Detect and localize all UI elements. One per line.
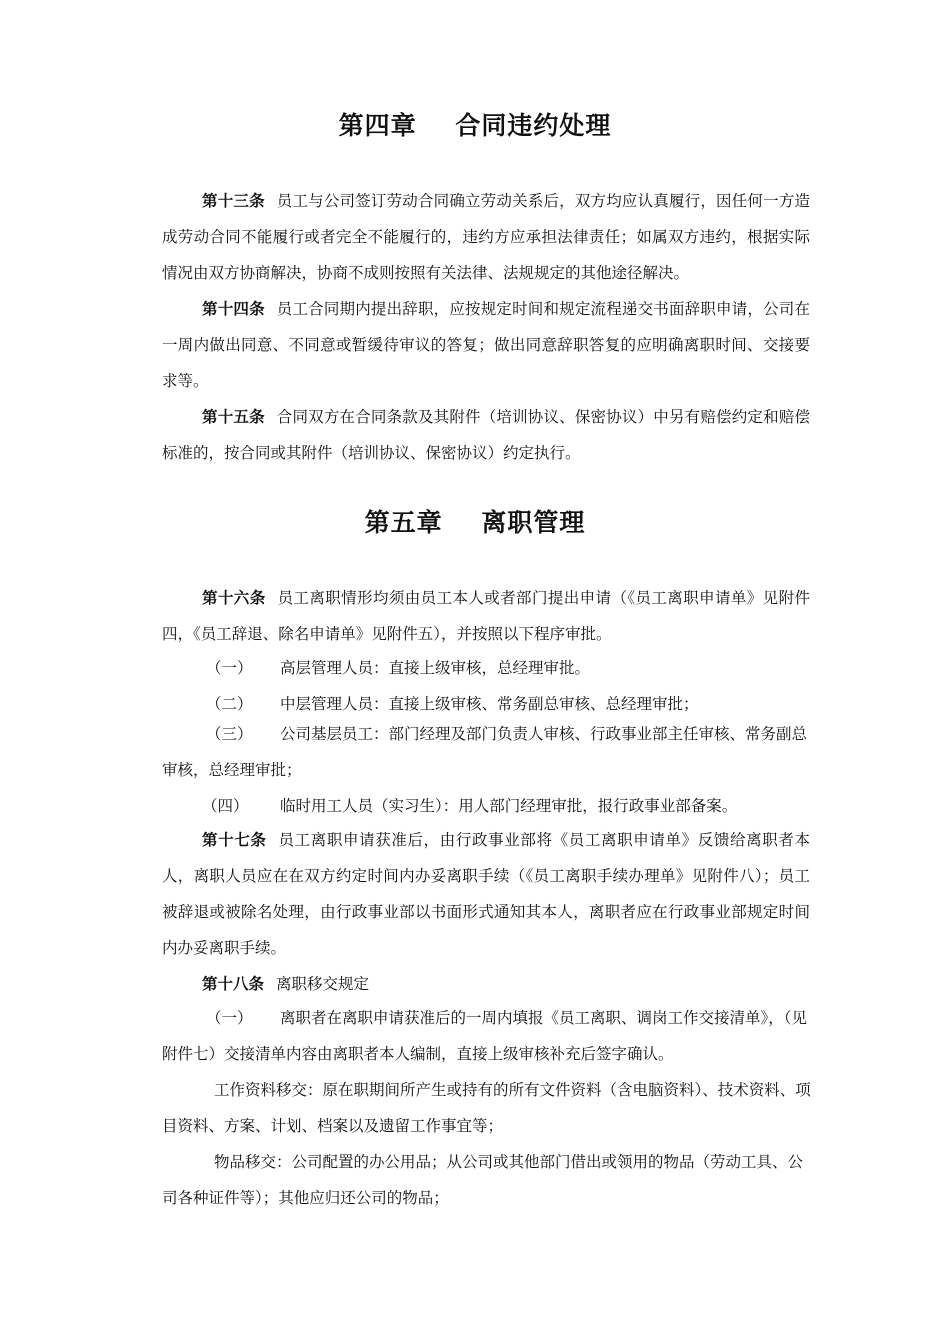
article-16-label: 第十六条: [202, 589, 266, 607]
item-number: （三）: [206, 725, 253, 743]
item-text: 高层管理人员：直接上级审核，总经理审批。: [280, 659, 591, 677]
article-15: [162, 399, 810, 471]
article-17-label: 第十七条: [202, 831, 267, 849]
article-13-label: 第十三条: [202, 192, 265, 210]
chapter-5-title: 第五章 离职管理: [364, 508, 586, 537]
article-18-item-1: [162, 1000, 810, 1072]
chapter-4-title: 第四章 合同违约处理: [338, 111, 612, 140]
article-15-text: 合同双方在合同条款及其附件（培训协议、保密协议）中另有赔偿约定和赔偿标准的，按合同或其附件（培训协议、保密协议）约定执行。: [162, 408, 810, 462]
article-16-item-4: [162, 788, 810, 824]
article-18: [162, 966, 810, 1002]
item-number: （四）: [202, 797, 249, 815]
item-number: （一）: [206, 1009, 253, 1027]
item-text: 离职者在离职申请获准后的一周内填报《员工离职、调岗工作交接清单》，（见附件七）交接清单内容由离职者本人编制，直接上级审核补充后签字确认。: [162, 1009, 808, 1063]
article-16-item-3: [162, 716, 810, 788]
article-16-text: 员工离职情形均须由员工本人或者部门提出申请（《员工离职申请单》见附件四，《员工辞退、除名申请单》见附件五），并按照以下程序审批。: [162, 589, 810, 643]
article-18-text: 离职移交规定: [276, 975, 370, 993]
item-number: （二）: [206, 695, 253, 713]
article-16: [162, 580, 810, 652]
article-18-label: 第十八条: [202, 975, 265, 993]
work-materials-handover: 工作资料移交：原在职期间所产生或持有的所有文件资料（含电脑资料）、技术资料、项目资料、方案、计划、档案以及遗留工作事宜等；: [162, 1081, 811, 1135]
item-text: 临时用工人员（实习生）：用人部门经理审批，报行政事业部备案。: [280, 797, 738, 815]
article-13-text: 员工与公司签订劳动合同确立劳动关系后，双方均应认真履行，因任何一方造成劳动合同不能履行或者完全不能履行的，违约方应承担法律责任；如属双方违约，根据实际情况由双方协商解决，协商不成则按照有关法律、法规规定的其他途径解决。: [162, 192, 810, 282]
items-handover: 物品移交：公司配置的办公用品；从公司或其他部门借出或领用的物品（劳动工具、公司各种证件等）；其他应归还公司的物品；: [162, 1153, 804, 1207]
article-14-text: 员工合同期内提出辞职，应按规定时间和规定流程递交书面辞职申请，公司在一周内做出同意、不同意或暂缓待审议的答复；做出同意辞职答复的应明确离职时间、交接要求等。: [162, 300, 810, 390]
article-14-label: 第十四条: [202, 300, 265, 318]
article-13: [162, 183, 810, 291]
article-17: [162, 822, 810, 966]
item-text: 公司基层员工：部门经理及部门负责人审核、行政事业部主任审核、常务副总审核，总经理审批；: [162, 725, 808, 779]
article-14: [162, 291, 810, 399]
article-15-label: 第十五条: [202, 408, 265, 426]
article-16-item-1: [162, 650, 810, 686]
article-17-text: 员工离职申请获准后，由行政事业部将《员工离职申请单》反馈给离职者本人，离职人员应在在双方约定时间内办妥离职手续（《员工离职手续办理单》见附件八）；员工被辞退或被除名处理，由行政事业部以书面形式通知其本人，离职者应在行政事业部规定时间内办妥离职手续。: [162, 831, 810, 957]
item-text: 中层管理人员：直接上级审核、常务副总审核、总经理审批；: [280, 695, 699, 713]
item-number: （一）: [206, 659, 253, 677]
